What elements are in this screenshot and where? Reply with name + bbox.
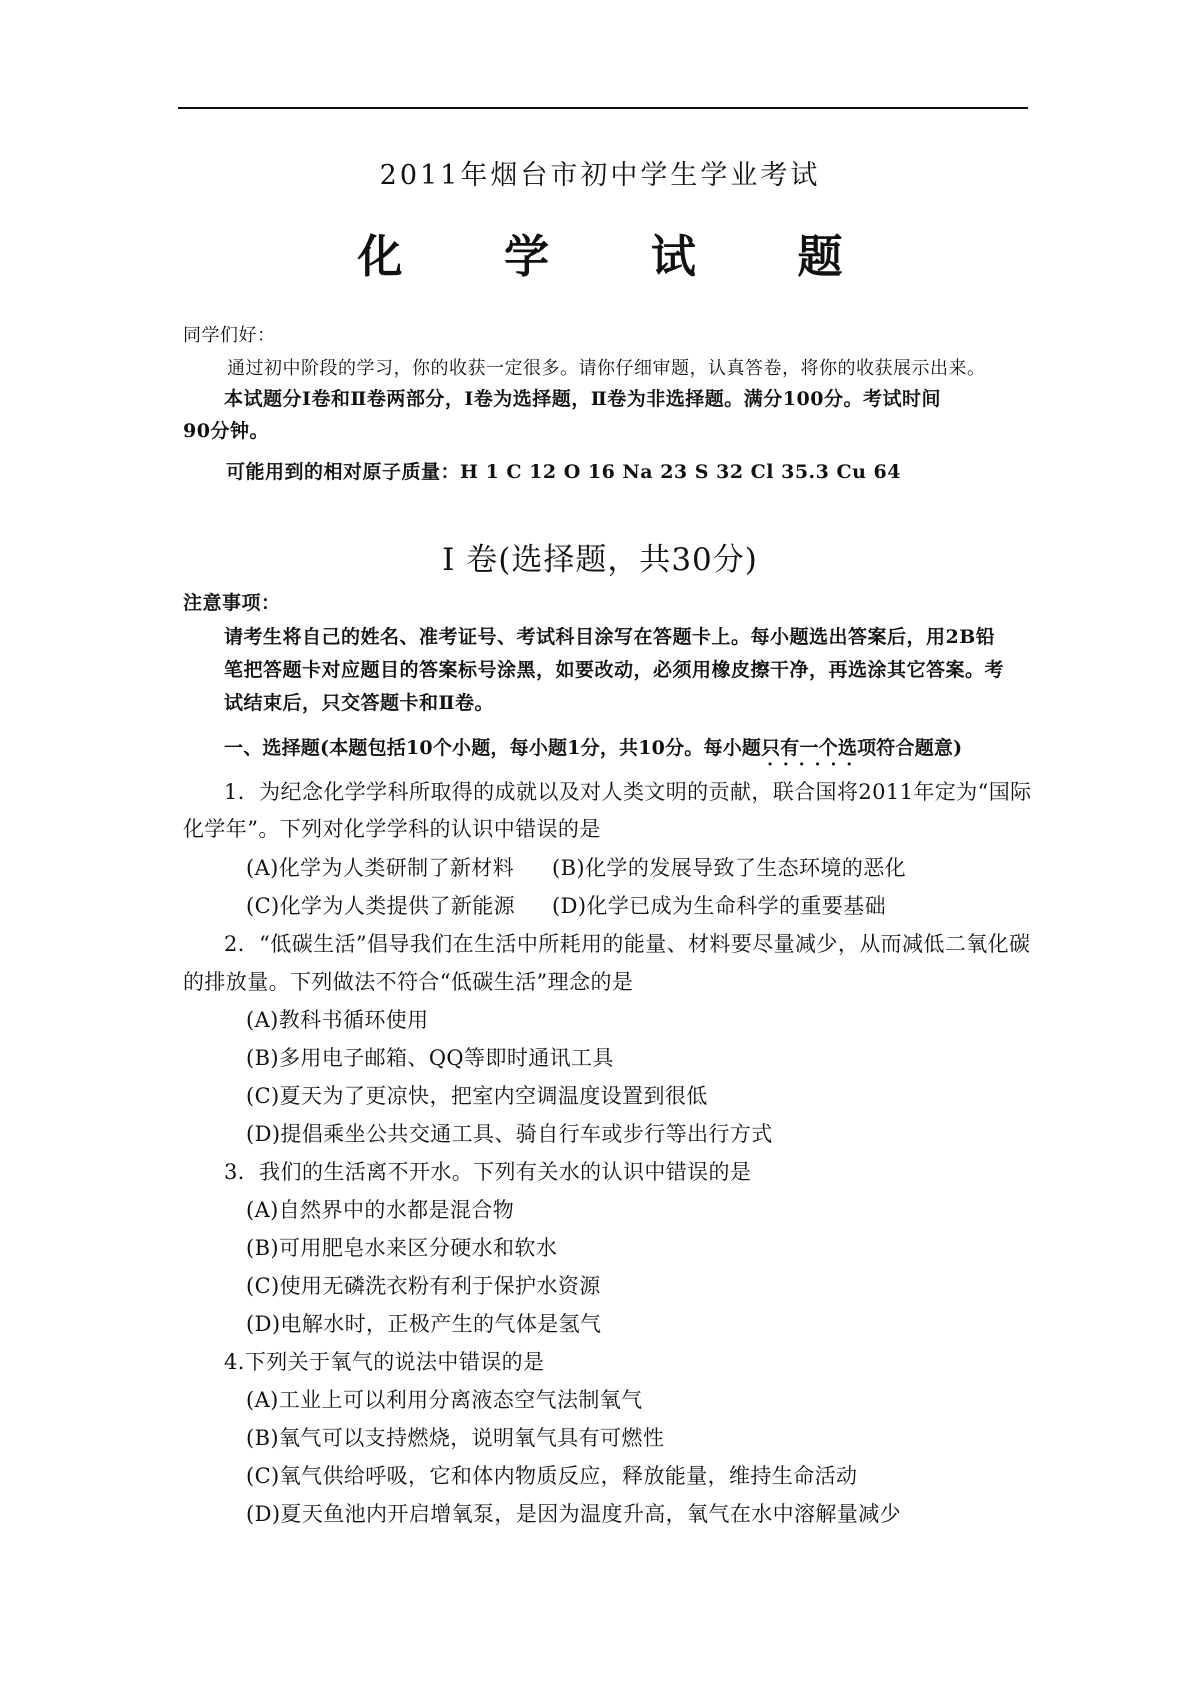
notice-line-3: 试结束后，只交答题卡和Ⅱ卷。 (224, 692, 495, 714)
question-3-option-b: (B)可用肥皂水来区分硬水和软水 (246, 1236, 558, 1260)
question-4-option-d: (D)夏天鱼池内开启增氧泵，是因为温度升高，氧气在水中溶解量减少 (246, 1502, 902, 1526)
notice-title: 注意事项： (183, 592, 281, 614)
greeting: 同学们好： (183, 325, 276, 346)
atomic-mass-line: 可能用到的相对原子质量：H 1 C 12 O 16 Na 23 S 32 Cl 35.3 Cu 64 (226, 461, 901, 483)
subject-title: 化 学 试 题 (357, 230, 886, 283)
top-rule (178, 107, 1028, 109)
question-4-line-1: 4.下列关于氧气的说法中错误的是 (224, 1350, 545, 1374)
question-2-option-d: (D)提倡乘坐公共交通工具、骑自行车或步行等出行方式 (246, 1122, 773, 1146)
section-1-heading-before: 一、选择题(本题包括10个小题，每小题1分，共10分。每小题 (224, 737, 762, 759)
intro-line-2: 本试题分Ⅰ卷和Ⅱ卷两部分，Ⅰ卷为选择题，Ⅱ卷为非选择题。满分100分。考试时间 (224, 388, 941, 410)
question-3-option-d: (D)电解水时，正极产生的气体是氢气 (246, 1312, 602, 1336)
section-1-heading-after: 符合题意) (876, 737, 963, 759)
question-2-option-b: (B)多用电子邮箱、QQ等即时通讯工具 (246, 1046, 614, 1070)
question-4-option-c: (C)氧气供给呼吸，它和体内物质反应，释放能量，维持生命活动 (246, 1464, 858, 1488)
part-1-title: Ⅰ 卷(选择题，共30分) (442, 542, 758, 578)
section-1-heading-emphasis: 只有一个选项 · · · (761, 737, 876, 760)
question-1-option-a: (A)化学为人类研制了新材料 (246, 856, 515, 880)
question-1-option-d: (D)化学已成为生命科学的重要基础 (552, 894, 887, 918)
intro-line-3: 90分钟。 (183, 420, 269, 442)
question-1-line-2: 化学年”。下列对化学学科的认识中错误的是 (183, 817, 601, 841)
intro-line-1: 通过初中阶段的学习，你的收获一定很多。请你仔细审题，认真答卷，将你的收获展示出来。 (227, 358, 986, 379)
question-3-option-c: (C)使用无磷洗衣粉有利于保护水资源 (246, 1274, 601, 1298)
question-4-option-b: (B)氧气可以支持燃烧，说明氧气具有可燃性 (246, 1426, 665, 1450)
question-2-option-c: (C)夏天为了更凉快，把室内空调温度设置到很低 (246, 1084, 708, 1108)
section-1-heading (224, 737, 962, 760)
question-2-line-2: 的排放量。下列做法不符合“低碳生活”理念的是 (183, 970, 634, 994)
question-2-option-a: (A)教科书循环使用 (246, 1008, 429, 1032)
question-2-line-1: 2．“低碳生活”倡导我们在生活中所耗用的能量、材料要尽量减少，从而减低二氧化碳 (224, 932, 1031, 956)
notice-line-1: 请考生将自己的姓名、准考证号、考试科目涂写在答题卡上。每小题选出答案后，用2B铅 (224, 626, 996, 648)
question-3-option-a: (A)自然界中的水都是混合物 (246, 1198, 515, 1222)
question-3-line-1: 3．我们的生活离不开水。下列有关水的认识中错误的是 (224, 1160, 752, 1184)
question-1-line-1: 1．为纪念化学学科所取得的成就以及对人类文明的贡献，联合国将2011年定为“国际 (224, 780, 1032, 804)
question-4-option-a: (A)工业上可以利用分离液态空气法制氧气 (246, 1388, 643, 1412)
notice-line-2: 笔把答题卡对应题目的答案标号涂黑，如要改动，必须用橡皮擦干净，再选涂其它答案。考 (224, 659, 1005, 681)
question-1-option-b: (B)化学的发展导致了生态环境的恶化 (552, 856, 907, 880)
question-1-option-c: (C)化学为人类提供了新能源 (246, 894, 516, 918)
exam-name: 2011年烟台市初中学生学业考试 (379, 160, 821, 191)
